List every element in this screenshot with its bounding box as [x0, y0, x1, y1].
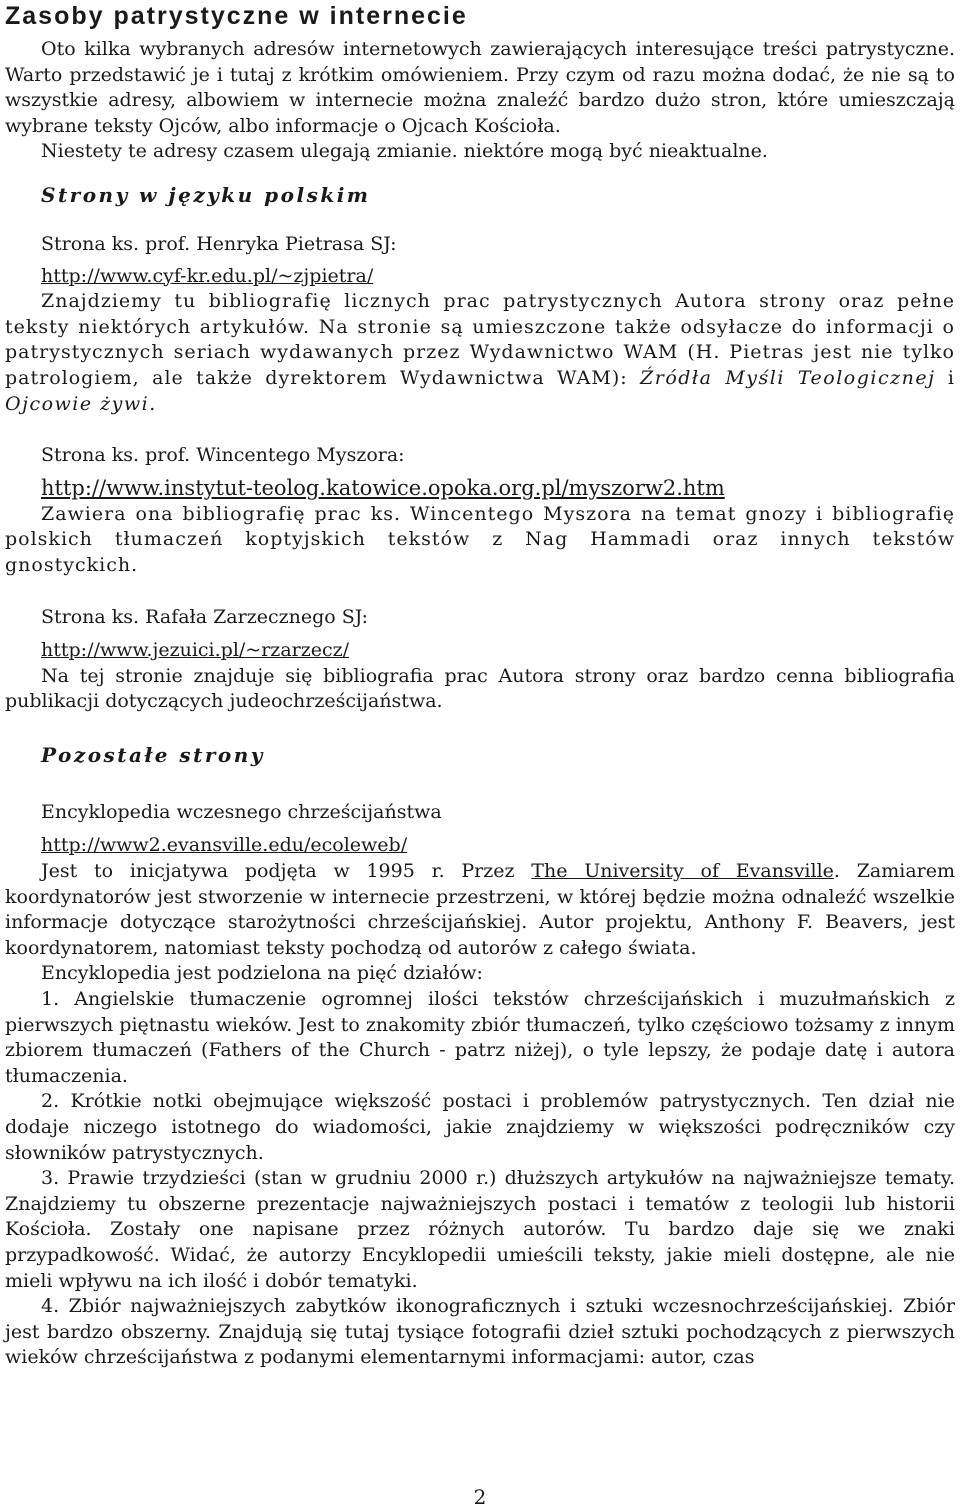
- ecole-description: [5, 859, 955, 961]
- section-heading-polish: Strony w języku polskim: [41, 182, 371, 207]
- ecole-url[interactable]: http://www2.evansville.edu/ecoleweb/: [41, 834, 408, 857]
- page-number: 2: [473, 1485, 487, 1509]
- list-item: 4. Zbiór najważniejszych zabytków ikonograficznych i sztuki wczesnochrześcijańskiej. Zbiór jest bardzo obszerny. Znajdują się tutaj tysiące fotografii dzieł sztuki pochodzących z pierwszych wieków chrześcijaństwa z podanymi elementarnymi informacjami: autor, czas: [5, 1295, 955, 1369]
- pietras-text: Znajdziemy tu bibliografię licznych prac patrystycznych Autora strony oraz pełne teksty niektórych artykułów. Na stronie są umieszczone także odsyłacze do informacji o patrystycznych seriach wydawanych przez Wydawnictwo WAM (H. Pietras jest nie tylko patrologiem, ale także dyrektorem Wydawnictwa WAM):: [5, 290, 955, 389]
- ecole-label: Encyklopedia wczesnego chrześcijaństwa: [41, 800, 442, 823]
- pietras-label: Strona ks. prof. Henryka Pietrasa SJ:: [41, 232, 397, 255]
- intro-paragraph: Oto kilka wybranych adresów internetowych zawierających interesujące treści patrystyczne. Warto przedstawić je i tutaj z krótkim omówieniem. Przy czym od razu można dodać, że nie są to wszystkie adresy, albowiem w internecie można znaleźć bardzo dużo stron, które umieszczają wybrane teksty Ojców, albo informacje o Ojcach Kościoła.: [5, 38, 955, 137]
- myszor-link[interactable]: [5, 475, 955, 502]
- document-page: [5, 0, 955, 1371]
- pietras-url[interactable]: http://www.cyf-kr.edu.pl/~zjpietra/: [41, 264, 374, 287]
- section-heading-other: Pozostałe strony: [41, 742, 265, 767]
- ecole-text-a: Jest to inicjatywa podjęta w 1995 r. Przez: [41, 860, 532, 883]
- zarzeczny-url[interactable]: http://www.jezuici.pl/~rzarzecz/: [41, 639, 350, 662]
- myszor-url[interactable]: http://www.instytut-teolog.katowice.opoka.org.pl/myszorw2.htm: [41, 475, 725, 500]
- list-item: 1. Angielskie tłumaczenie ogromnej ilości tekstów chrześcijańskich i muzułmańskich z pierwszych piętnastu wieków. Jest to znakomity zbiór tłumaczeń, tylko częściowo tożsamy z innym zbiorem tłumaczeń (Fathers of the Church - patrz niżej), o tyle lepszy, że podaje datę i autora tłumaczenia.: [5, 988, 955, 1087]
- list-item: 3. Prawie trzydzieści (stan w grudniu 2000 r.) dłuższych artykułów na najważniejsze tematy. Znajdziemy tu obszerne prezentacje najważniejszych postaci i tematów z teologii lub historii Kościoła. Zostały one napisane przez różnych autorów. Tu bardzo daje się we znaki przypadkowość. Widać, że autorzy Encyklopedii umieścili teksty, jakie mieli dostępne, ale nie mieli wpływu na ich ilość i dobór tematyki.: [5, 1167, 955, 1292]
- myszor-label: Strona ks. prof. Wincentego Myszora:: [41, 444, 405, 467]
- ecole-link[interactable]: [5, 833, 955, 859]
- pietras-link[interactable]: [5, 264, 955, 290]
- myszor-description: Zawiera ona bibliografię prac ks. Wincentego Myszora na temat gnozy i bibliografię polskich tłumaczeń koptyjskich tekstów z Nag Hammadi oraz innych tekstów gnostyckich.: [5, 502, 955, 576]
- conjunction: i: [935, 366, 955, 389]
- ecole-text-b: . Zamiarem koordynatorów jest stworzenie w internecie przestrzeni, w której będzie można odnaleźć wszelkie informacje dotyczące starożytności chrześcijańskiej. Autor projektu, Anthony F. Beavers, jest koordynatorem, natomiast teksty pochodzą od autorów z całego świata.: [5, 860, 956, 959]
- zarzeczny-label: Strona ks. Rafała Zarzecznego SJ:: [41, 605, 368, 628]
- ecole-divisions: Encyklopedia jest podzielona na pięć działów:: [41, 962, 483, 985]
- page-title: Zasoby patrystyczne w internecie: [5, 2, 468, 30]
- series-ojcowie: Ojcowie żywi: [5, 392, 150, 415]
- list-item: 2. Krótkie notki obejmujące większość postaci i problemów patrystycznych. Ten dział nie dodaje niczego istotnego do wiadomości, jakie znajdziemy w większości podręczników czy słowników patrystycznych.: [5, 1090, 955, 1164]
- period: .: [149, 392, 157, 415]
- series-zrodla: Źródła Myśli Teologicznej: [640, 366, 936, 389]
- zarzeczny-description: Na tej stronie znajduje się bibliografia prac Autora strony oraz bardzo cenna bibliografia publikacji dotyczących judeochrześcijaństwa.: [5, 664, 955, 713]
- evansville-link[interactable]: The University of Evansville: [531, 860, 834, 883]
- pietras-description: [5, 289, 955, 417]
- intro-note: Niestety te adresy czasem ulegają zmianie. niektóre mogą być nieaktualne.: [41, 140, 768, 163]
- zarzeczny-link[interactable]: [5, 638, 955, 664]
